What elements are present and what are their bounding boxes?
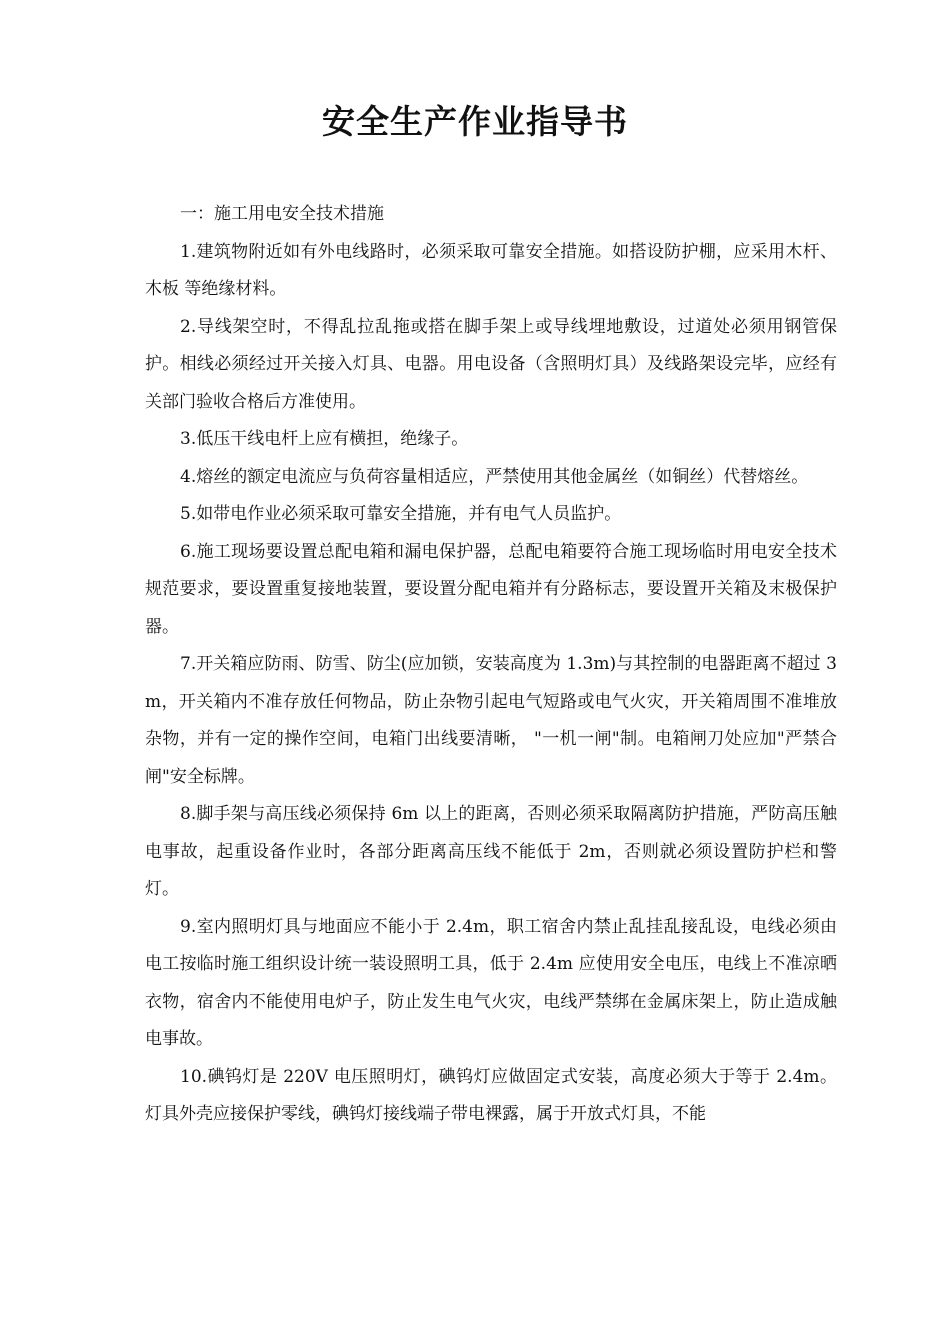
paragraph-8: 8.脚手架与高压线必须保持 6m 以上的距离，否则必须采取隔离防护措施，严防高压触电事故，起重设备作业时，各部分距离高压线不能低于 2m，否则就必须设置防护栏和警灯。 (145, 804, 837, 899)
paragraph-5: 5.如带电作业必须采取可靠安全措施，并有电气人员监护。 (180, 504, 622, 524)
paragraph-2: 2.导线架空时，不得乱拉乱拖或搭在脚手架上或导线埋地敷设，过道处必须用钢管保护。相线必须经过开关接入灯具、电器。用电设备（含照明灯具）及线路架设完毕，应经有关部门验收合格后方准使用。 (145, 316, 837, 412)
paragraph-10: 10.碘钨灯是 220V 电压照明灯，碘钨灯应做固定式安装，高度必须大于等于 2.4m。灯具外壳应接保护零线，碘钨灯接线端子带电裸露，属于开放式灯具，不能 (145, 1066, 837, 1124)
paragraph-1: 1.建筑物附近如有外电线路时，必须采取可靠安全措施。如搭设防护棚，应采用木杆、木板 等绝缘材料。 (145, 241, 837, 299)
paragraph-4: 4.熔丝的额定电流应与负荷容量相适应，严禁使用其他金属丝（如铜丝）代替熔丝。 (180, 466, 809, 487)
paragraph-7: 7.开关箱应防雨、防雪、防尘(应加锁，安装高度为 1.3m)与其控制的电器距离不超过 3m，开关箱内不准存放任何物品，防止杂物引起电气短路或电气火灾，开关箱周围不准堆放杂物，并有一定的操作空间，电箱门出线要清晰， "一机一闸"制。电箱闸刀处应加"严禁合闸"安全标牌。 (145, 654, 837, 787)
document-body (145, 196, 837, 1134)
paragraph-9: 9.室内照明灯具与地面应不能小于 2.4m，职工宿舍内禁止乱挂乱接乱设，电线必须由电工按临时施工组织设计统一装设照明工具，低于 2.4m 应使用安全电压，电线上不准凉晒衣物，宿舍内不能使用电炉子，防止发生电气火灾，电线严禁绑在金属床架上，防止造成触电事故。 (145, 916, 837, 1049)
paragraph-6: 6.施工现场要设置总配电箱和漏电保护器，总配电箱要符合施工现场临时用电安全技术规范要求，要设置重复接地装置，要设置分配电箱并有分路标志，要设置开关箱及末极保护器。 (145, 541, 837, 637)
paragraph-3: 3.低压干线电杆上应有横担，绝缘子。 (180, 429, 469, 449)
section-heading: 一：施工用电安全技术措施 (180, 204, 384, 224)
document-title: 安全生产作业指导书 (322, 102, 628, 141)
